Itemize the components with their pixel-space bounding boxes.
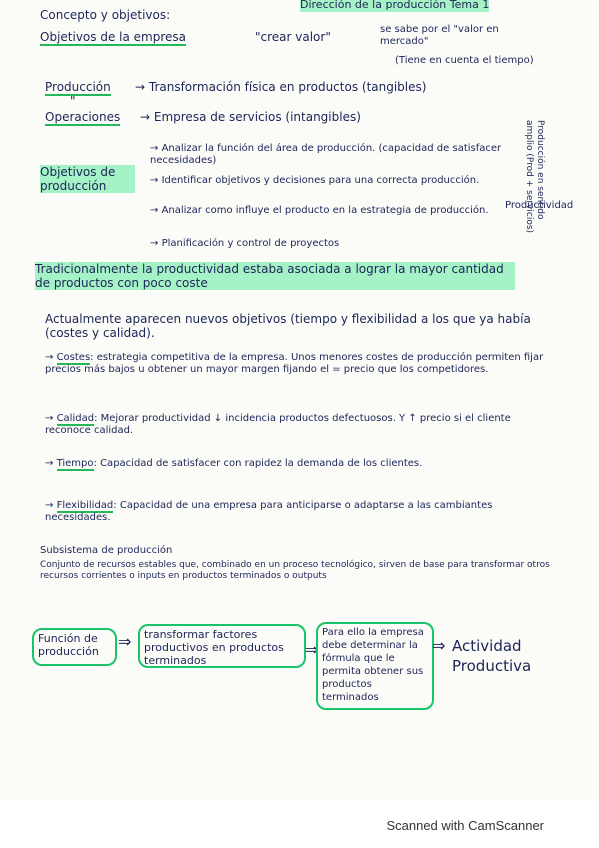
objetivo-item-3: → Analizar como influye el producto en la estrategia de producción. xyxy=(150,205,489,216)
productividad-note: Productividad xyxy=(505,200,574,211)
scanner-watermark: Scanned with CamScanner xyxy=(386,818,544,833)
operaciones-desc: → Empresa de servicios (intangibles) xyxy=(140,110,361,124)
criterio-calidad: → Calidad: Mejorar productividad ↓ incidencia productos defectuosos. Y ↑ precio si el cliente reconoce calidad. xyxy=(45,413,511,436)
page-title: Concepto y objetivos: xyxy=(40,8,171,22)
flow-arrow-1: ⇒ xyxy=(118,632,132,651)
flow-box-funcion: Función de producción xyxy=(32,628,117,666)
actividad-productiva: Actividad Productiva xyxy=(452,637,532,675)
flow-box-empresa: Para ello la empresa debe determinar la fórmula que le permita obtener sus productos terminados xyxy=(316,622,434,710)
criterio-costes: → Costes: estrategia competitiva de la empresa. Unos menores costes de producción permiten fijar precios más bajos u obtener un mayor margen fijando el = precio que los competidores. xyxy=(45,352,544,375)
scanner-footer xyxy=(0,800,599,848)
objetivo-item-1: → Analizar la función del área de producción. (capacidad de satisfacer necesidades) xyxy=(150,143,502,166)
objetivos-empresa: Objetivos de la empresa xyxy=(40,30,186,44)
operaciones-term: Operaciones xyxy=(45,110,121,124)
actual-text: Actualmente aparecen nuevos objetivos (tiempo y flexibilidad a los que ya había (costes y calidad). xyxy=(45,312,531,340)
flow-arrow-2: ⇒ xyxy=(305,640,319,659)
crear-valor: "crear valor" xyxy=(255,30,331,44)
side-note-vertical: Producción en sentido amplio (Prod + servicios) xyxy=(524,120,545,234)
objetivos-produccion-label: Objetivos de producción xyxy=(40,165,135,193)
se-sabe-note: se sabe por el "valor en mercado" xyxy=(380,24,499,47)
criterio-tiempo: → Tiempo: Capacidad de satisfacer con rapidez la demanda de los clientes. xyxy=(45,458,423,469)
subsistema-text: Conjunto de recursos estables que, combinado en un proceso tecnológico, sirven de base para transformar otros recursos corrientes o inputs en productos terminados o outputs xyxy=(40,560,550,581)
flow-arrow-3: ⇒ xyxy=(432,636,446,655)
ditto-mark: " xyxy=(70,94,76,108)
produccion-desc: → Transformación física en productos (tangibles) xyxy=(135,80,427,94)
produccion-term: Producción xyxy=(45,80,111,94)
criterio-flexibilidad: → Flexibilidad: Capacidad de una empresa para anticiparse o adaptarse a las cambiantes necesidades. xyxy=(45,500,493,523)
tiempo-note: (Tiene en cuenta el tiempo) xyxy=(395,55,534,66)
subsistema-title: Subsistema de producción xyxy=(40,545,173,556)
flow-box-transformar: transformar factores productivos en productos terminados xyxy=(138,624,306,668)
tradicional-text: Tradicionalmente la productividad estaba asociada a lograr la mayor cantidad de productos con poco coste xyxy=(35,262,515,290)
objetivo-item-4: → Planificación y control de proyectos xyxy=(150,238,340,249)
topic-header: Dirección de la producción Tema 1 xyxy=(300,0,490,11)
objetivo-item-2: → Identificar objetivos y decisiones para una correcta producción. xyxy=(150,175,480,186)
